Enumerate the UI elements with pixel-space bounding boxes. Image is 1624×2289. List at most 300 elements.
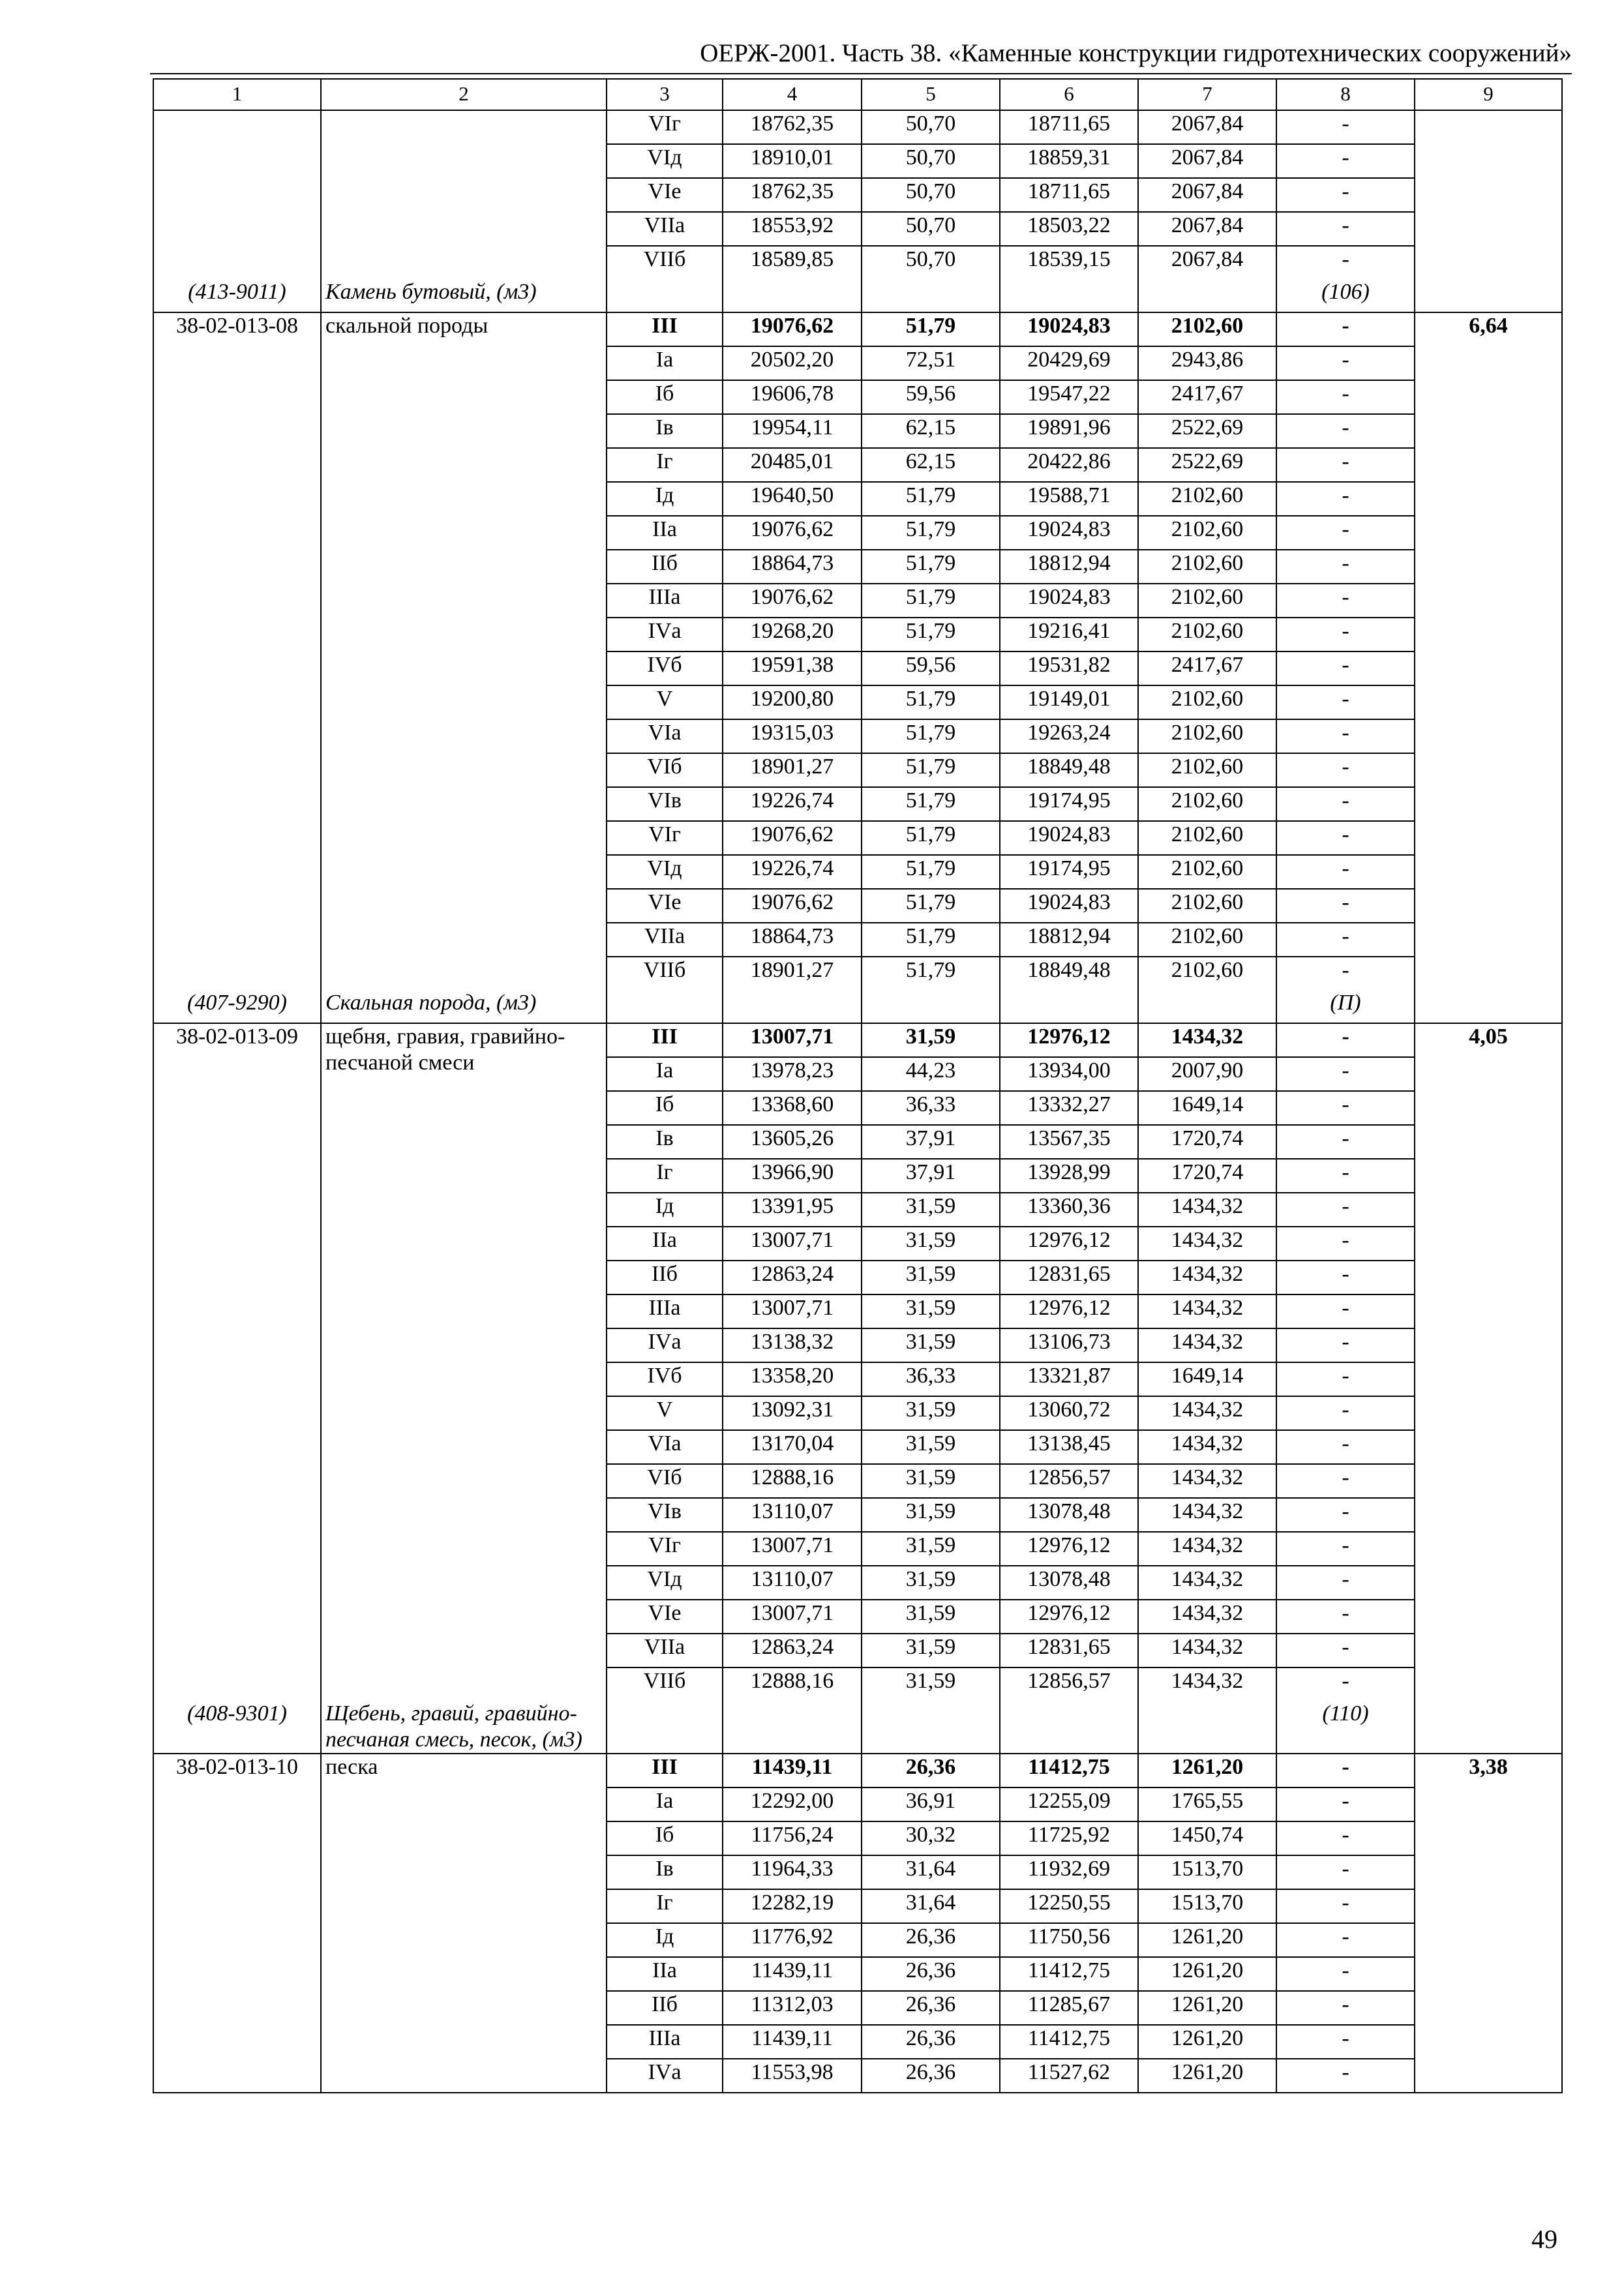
- value-cell: -: [1276, 1788, 1415, 1821]
- value-cell: 12856,57: [1000, 1464, 1138, 1498]
- coef-cell: [1415, 144, 1562, 178]
- table-row: [153, 1634, 1562, 1668]
- value-cell: 13106,73: [1000, 1328, 1138, 1362]
- value-cell: VIIа: [607, 923, 723, 957]
- value-cell: 1261,20: [1138, 2025, 1276, 2059]
- name-cell: [321, 1957, 607, 1991]
- value-cell: -: [1276, 516, 1415, 550]
- value-cell: 2102,60: [1138, 923, 1276, 957]
- value-cell: 19547,22: [1000, 380, 1138, 414]
- value-cell: 1434,32: [1138, 1193, 1276, 1227]
- value-cell: -: [1276, 889, 1415, 923]
- name-cell: [321, 1125, 607, 1159]
- value-cell: -: [1276, 1362, 1415, 1396]
- code-cell: [153, 516, 321, 550]
- value-cell: 19640,50: [723, 482, 862, 516]
- coef-cell: [1415, 685, 1562, 719]
- value-cell: 1434,32: [1138, 1532, 1276, 1566]
- table-row: [153, 1430, 1562, 1464]
- value-cell: Iг: [607, 448, 723, 482]
- table-row: [153, 1668, 1562, 1701]
- value-cell: 1261,20: [1138, 2059, 1276, 2093]
- value-cell: 19076,62: [723, 312, 862, 346]
- code-cell: [153, 1227, 321, 1261]
- value-cell: VIIа: [607, 1634, 723, 1668]
- value-cell: 2067,84: [1138, 178, 1276, 212]
- coef-cell: [1415, 2025, 1562, 2059]
- name-cell: [321, 855, 607, 889]
- table-row: [153, 448, 1562, 482]
- value-cell: 31,59: [862, 1430, 1000, 1464]
- table-row: [153, 821, 1562, 855]
- table-row: [153, 787, 1562, 821]
- code-cell: [153, 1498, 321, 1532]
- coef-cell: [1415, 1328, 1562, 1362]
- name-cell: [321, 1227, 607, 1261]
- code-cell: [153, 1957, 321, 1991]
- empty-cell: [723, 1701, 862, 1754]
- value-cell: -: [1276, 312, 1415, 346]
- value-cell: 18910,01: [723, 144, 862, 178]
- value-cell: 1434,32: [1138, 1634, 1276, 1668]
- value-cell: 20429,69: [1000, 346, 1138, 380]
- name-cell: [321, 144, 607, 178]
- value-cell: IIIа: [607, 584, 723, 618]
- value-cell: -: [1276, 787, 1415, 821]
- code-cell: 38-02-013-10: [153, 1754, 321, 1788]
- empty-cell: [723, 279, 862, 312]
- column-header-cell: 7: [1138, 79, 1276, 110]
- value-cell: 31,59: [862, 1464, 1000, 1498]
- value-cell: 12856,57: [1000, 1668, 1138, 1701]
- value-cell: VIIб: [607, 957, 723, 990]
- value-cell: VIIа: [607, 212, 723, 246]
- value-cell: 19591,38: [723, 651, 862, 685]
- coef-cell: 6,64: [1415, 312, 1562, 346]
- value-cell: 59,56: [862, 651, 1000, 685]
- value-cell: VIIб: [607, 1668, 723, 1701]
- empty-cell: [723, 990, 862, 1023]
- table-row: [153, 1889, 1562, 1923]
- value-cell: 19076,62: [723, 821, 862, 855]
- value-cell: 11776,92: [723, 1923, 862, 1957]
- coef-cell: [1415, 990, 1562, 1023]
- value-cell: Iа: [607, 346, 723, 380]
- value-cell: 2067,84: [1138, 144, 1276, 178]
- value-cell: 11439,11: [723, 1754, 862, 1788]
- value-cell: VIг: [607, 1532, 723, 1566]
- table-row: [153, 482, 1562, 516]
- value-cell: 11756,24: [723, 1821, 862, 1855]
- value-cell: 2102,60: [1138, 312, 1276, 346]
- name-cell: [321, 246, 607, 279]
- column-header-row: [153, 79, 1562, 110]
- value-cell: 2102,60: [1138, 550, 1276, 584]
- page-number: 49: [1531, 2224, 1557, 2254]
- coef-cell: [1415, 719, 1562, 753]
- value-cell: 11412,75: [1000, 1754, 1138, 1788]
- code-cell: [153, 1889, 321, 1923]
- value-cell: -: [1276, 618, 1415, 651]
- coef-cell: [1415, 1788, 1562, 1821]
- value-cell: Iв: [607, 1855, 723, 1889]
- value-cell: 72,51: [862, 346, 1000, 380]
- value-cell: VIе: [607, 1600, 723, 1634]
- code-cell: [153, 1091, 321, 1125]
- coef-cell: [1415, 651, 1562, 685]
- value-cell: -: [1276, 1023, 1415, 1057]
- value-cell: 1720,74: [1138, 1125, 1276, 1159]
- name-cell: [321, 1855, 607, 1889]
- value-cell: -: [1276, 855, 1415, 889]
- value-cell: IVб: [607, 651, 723, 685]
- coef-cell: [1415, 246, 1562, 279]
- value-cell: 13368,60: [723, 1091, 862, 1125]
- value-cell: -: [1276, 1396, 1415, 1430]
- name-cell: скальной породы: [321, 312, 607, 380]
- value-cell: IIIа: [607, 2025, 723, 2059]
- value-cell: 1434,32: [1138, 1600, 1276, 1634]
- empty-cell: [1000, 279, 1138, 312]
- value-cell: 19268,20: [723, 618, 862, 651]
- table-row: [153, 1328, 1562, 1362]
- value-cell: VIд: [607, 855, 723, 889]
- table-row: [153, 753, 1562, 787]
- table-row: [153, 178, 1562, 212]
- value-cell: 1261,20: [1138, 1991, 1276, 2025]
- coef-cell: [1415, 1889, 1562, 1923]
- value-cell: Iг: [607, 1889, 723, 1923]
- value-cell: Iд: [607, 1193, 723, 1227]
- value-cell: 12976,12: [1000, 1023, 1138, 1057]
- table-row: [153, 889, 1562, 923]
- value-cell: 19315,03: [723, 719, 862, 753]
- coef-cell: [1415, 889, 1562, 923]
- name-cell: [321, 1600, 607, 1634]
- value-cell: Iв: [607, 414, 723, 448]
- value-cell: 1649,14: [1138, 1091, 1276, 1125]
- value-cell: 31,64: [862, 1889, 1000, 1923]
- value-cell: VIг: [607, 821, 723, 855]
- value-cell: 19216,41: [1000, 618, 1138, 651]
- value-cell: 11964,33: [723, 1855, 862, 1889]
- value-cell: 13360,36: [1000, 1193, 1138, 1227]
- value-cell: IVа: [607, 618, 723, 651]
- code-cell: [153, 685, 321, 719]
- column-header-cell: 4: [723, 79, 862, 110]
- value-cell: -: [1276, 1754, 1415, 1788]
- value-cell: 13928,99: [1000, 1159, 1138, 1193]
- value-cell: 51,79: [862, 312, 1000, 346]
- value-cell: 2417,67: [1138, 380, 1276, 414]
- value-cell: -: [1276, 1634, 1415, 1668]
- value-cell: 2067,84: [1138, 212, 1276, 246]
- value-cell: VIв: [607, 787, 723, 821]
- value-cell: 2007,90: [1138, 1057, 1276, 1091]
- value-cell: 11412,75: [1000, 1957, 1138, 1991]
- value-cell: 1434,32: [1138, 1464, 1276, 1498]
- value-cell: 13060,72: [1000, 1396, 1138, 1430]
- value-cell: IIб: [607, 550, 723, 584]
- value-cell: 2102,60: [1138, 516, 1276, 550]
- coef-cell: [1415, 1701, 1562, 1754]
- header-rule: [150, 73, 1572, 74]
- value-cell: 44,23: [862, 1057, 1000, 1091]
- value-cell: -: [1276, 1464, 1415, 1498]
- value-cell: -: [1276, 1600, 1415, 1634]
- value-cell: 12976,12: [1000, 1600, 1138, 1634]
- value-cell: 51,79: [862, 584, 1000, 618]
- code-cell: [153, 414, 321, 448]
- resource-row: [153, 1701, 1562, 1754]
- value-cell: -: [1276, 1328, 1415, 1362]
- table-row: [153, 685, 1562, 719]
- code-cell: [153, 1261, 321, 1294]
- value-cell: -: [1276, 482, 1415, 516]
- value-cell: 50,70: [862, 212, 1000, 246]
- coef-cell: [1415, 753, 1562, 787]
- name-cell: [321, 380, 607, 414]
- value-cell: 13138,32: [723, 1328, 862, 1362]
- code-cell: [153, 1430, 321, 1464]
- value-cell: 1765,55: [1138, 1788, 1276, 1821]
- resource-row: [153, 279, 1562, 312]
- value-cell: 31,59: [862, 1294, 1000, 1328]
- table-row: [153, 2059, 1562, 2093]
- name-cell: [321, 1091, 607, 1125]
- value-cell: 12863,24: [723, 1634, 862, 1668]
- value-cell: -: [1276, 144, 1415, 178]
- value-cell: 36,33: [862, 1091, 1000, 1125]
- name-cell: [321, 1430, 607, 1464]
- name-cell: [321, 1362, 607, 1396]
- coef-cell: [1415, 1057, 1562, 1091]
- value-cell: 2102,60: [1138, 618, 1276, 651]
- code-cell: [153, 1362, 321, 1396]
- table-row: [153, 1855, 1562, 1889]
- value-cell: 13078,48: [1000, 1566, 1138, 1600]
- name-cell: [321, 618, 607, 651]
- coef-cell: [1415, 550, 1562, 584]
- value-cell: 31,59: [862, 1227, 1000, 1261]
- code-cell: 38-02-013-09: [153, 1023, 321, 1057]
- coef-cell: [1415, 1566, 1562, 1600]
- value-cell: 19149,01: [1000, 685, 1138, 719]
- name-cell: [321, 414, 607, 448]
- code-cell: [153, 212, 321, 246]
- value-cell: -: [1276, 1430, 1415, 1464]
- value-cell: 13078,48: [1000, 1498, 1138, 1532]
- name-cell: [321, 2059, 607, 2093]
- code-cell: [153, 482, 321, 516]
- empty-cell: [1000, 990, 1138, 1023]
- coef-cell: [1415, 1991, 1562, 2025]
- table-row: [153, 1294, 1562, 1328]
- resource-qty: (106): [1276, 279, 1415, 312]
- value-cell: 51,79: [862, 889, 1000, 923]
- value-cell: 19226,74: [723, 787, 862, 821]
- column-header-cell: 1: [153, 79, 321, 110]
- coef-cell: [1415, 1159, 1562, 1193]
- value-cell: 13332,27: [1000, 1091, 1138, 1125]
- code-cell: [153, 1057, 321, 1091]
- value-cell: 51,79: [862, 719, 1000, 753]
- value-cell: -: [1276, 1668, 1415, 1701]
- value-cell: -: [1276, 1057, 1415, 1091]
- value-cell: 31,59: [862, 1396, 1000, 1430]
- value-cell: 31,59: [862, 1261, 1000, 1294]
- value-cell: 1434,32: [1138, 1261, 1276, 1294]
- code-cell: [153, 1328, 321, 1362]
- empty-cell: [862, 1701, 1000, 1754]
- name-cell: [321, 1668, 607, 1701]
- value-cell: -: [1276, 1923, 1415, 1957]
- value-cell: 2102,60: [1138, 889, 1276, 923]
- value-cell: -: [1276, 2025, 1415, 2059]
- code-cell: [153, 1125, 321, 1159]
- value-cell: 13934,00: [1000, 1057, 1138, 1091]
- name-cell: [321, 516, 607, 550]
- coef-cell: [1415, 1193, 1562, 1227]
- table-row: [153, 1227, 1562, 1261]
- value-cell: 31,59: [862, 1023, 1000, 1057]
- code-cell: [153, 923, 321, 957]
- value-cell: 1513,70: [1138, 1889, 1276, 1923]
- value-cell: 51,79: [862, 516, 1000, 550]
- code-cell: [153, 448, 321, 482]
- value-cell: 18864,73: [723, 923, 862, 957]
- table-row: [153, 1991, 1562, 2025]
- value-cell: 12292,00: [723, 1788, 862, 1821]
- resource-code: (413-9011): [153, 279, 321, 312]
- code-cell: [153, 110, 321, 144]
- coef-cell: [1415, 212, 1562, 246]
- name-cell: [321, 651, 607, 685]
- name-cell: [321, 1532, 607, 1566]
- value-cell: 18849,48: [1000, 753, 1138, 787]
- value-cell: 1434,32: [1138, 1328, 1276, 1362]
- value-cell: 31,59: [862, 1566, 1000, 1600]
- empty-cell: [1000, 1701, 1138, 1754]
- price-table-container: [153, 78, 1563, 2093]
- value-cell: V: [607, 685, 723, 719]
- value-cell: 1434,32: [1138, 1227, 1276, 1261]
- coef-cell: [1415, 1821, 1562, 1855]
- value-cell: 19076,62: [723, 584, 862, 618]
- name-cell: [321, 821, 607, 855]
- value-cell: -: [1276, 2059, 1415, 2093]
- name-cell: [321, 1193, 607, 1227]
- value-cell: 26,36: [862, 1754, 1000, 1788]
- value-cell: 2102,60: [1138, 584, 1276, 618]
- code-cell: [153, 1821, 321, 1855]
- code-cell: [153, 1855, 321, 1889]
- value-cell: Iд: [607, 1923, 723, 1957]
- value-cell: IIа: [607, 1957, 723, 1991]
- coef-cell: [1415, 1855, 1562, 1889]
- table-row: [153, 1023, 1562, 1057]
- value-cell: 2102,60: [1138, 753, 1276, 787]
- name-cell: [321, 1991, 607, 2025]
- code-cell: [153, 1634, 321, 1668]
- value-cell: -: [1276, 923, 1415, 957]
- value-cell: 31,64: [862, 1855, 1000, 1889]
- value-cell: 2102,60: [1138, 685, 1276, 719]
- value-cell: VIд: [607, 144, 723, 178]
- value-cell: VIа: [607, 719, 723, 753]
- value-cell: VIа: [607, 1430, 723, 1464]
- value-cell: 13358,20: [723, 1362, 862, 1396]
- value-cell: 13391,95: [723, 1193, 862, 1227]
- page-header-title: ОЕРЖ-2001. Часть 38. «Каменные конструкции гидротехнических сооружений»: [700, 39, 1572, 67]
- table-row: [153, 110, 1562, 144]
- value-cell: 51,79: [862, 550, 1000, 584]
- value-cell: 31,59: [862, 1328, 1000, 1362]
- table-row: [153, 414, 1562, 448]
- value-cell: 19024,83: [1000, 889, 1138, 923]
- name-cell: [321, 1821, 607, 1855]
- name-cell: [321, 2025, 607, 2059]
- coef-cell: [1415, 1294, 1562, 1328]
- coef-cell: 3,38: [1415, 1754, 1562, 1788]
- code-cell: [153, 618, 321, 651]
- code-cell: [153, 2025, 321, 2059]
- value-cell: -: [1276, 550, 1415, 584]
- resource-code: (407-9290): [153, 990, 321, 1023]
- value-cell: 2102,60: [1138, 482, 1276, 516]
- coef-cell: [1415, 1957, 1562, 1991]
- value-cell: 13110,07: [723, 1566, 862, 1600]
- name-cell: песка: [321, 1754, 607, 1821]
- resource-row: [153, 990, 1562, 1023]
- value-cell: -: [1276, 414, 1415, 448]
- value-cell: 12976,12: [1000, 1227, 1138, 1261]
- value-cell: 36,91: [862, 1788, 1000, 1821]
- code-cell: [153, 855, 321, 889]
- value-cell: 2522,69: [1138, 448, 1276, 482]
- value-cell: Iа: [607, 1788, 723, 1821]
- value-cell: -: [1276, 753, 1415, 787]
- name-cell: [321, 110, 607, 144]
- value-cell: -: [1276, 821, 1415, 855]
- coef-cell: [1415, 178, 1562, 212]
- name-cell: [321, 1261, 607, 1294]
- column-header-cell: 2: [321, 79, 607, 110]
- empty-cell: [1138, 990, 1276, 1023]
- value-cell: 19531,82: [1000, 651, 1138, 685]
- code-cell: [153, 1788, 321, 1821]
- coef-cell: 4,05: [1415, 1023, 1562, 1057]
- value-cell: 11439,11: [723, 2025, 862, 2059]
- column-header-cell: 3: [607, 79, 723, 110]
- value-cell: 1720,74: [1138, 1159, 1276, 1193]
- value-cell: 11412,75: [1000, 2025, 1138, 2059]
- value-cell: 18849,48: [1000, 957, 1138, 990]
- value-cell: 18762,35: [723, 178, 862, 212]
- value-cell: -: [1276, 110, 1415, 144]
- name-cell: [321, 889, 607, 923]
- name-cell: [321, 482, 607, 516]
- value-cell: 13092,31: [723, 1396, 862, 1430]
- coef-cell: [1415, 482, 1562, 516]
- value-cell: -: [1276, 651, 1415, 685]
- value-cell: Iб: [607, 1821, 723, 1855]
- value-cell: 59,56: [862, 380, 1000, 414]
- coef-cell: [1415, 1464, 1562, 1498]
- coef-cell: [1415, 110, 1562, 144]
- value-cell: 2102,60: [1138, 787, 1276, 821]
- table-row: [153, 1464, 1562, 1498]
